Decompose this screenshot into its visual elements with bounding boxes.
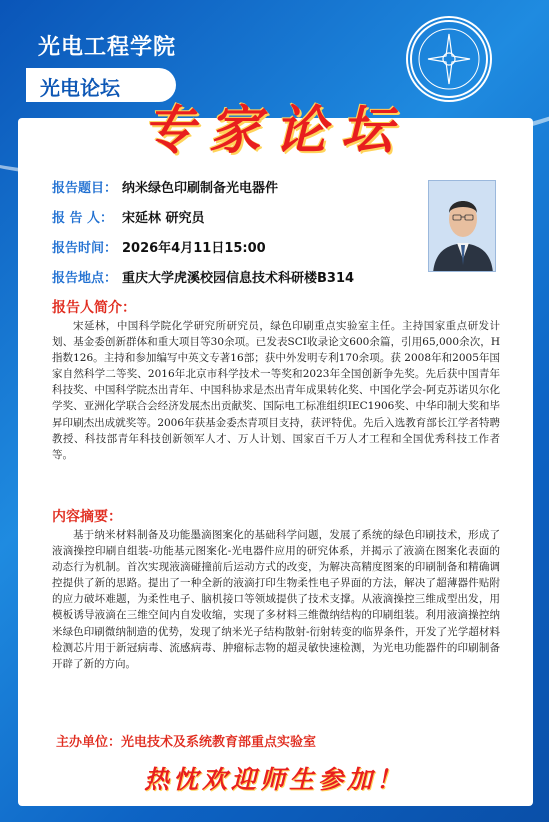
info-row-speaker xyxy=(52,208,412,238)
info-value: 宋延林 研究员 xyxy=(122,211,205,226)
info-row-location xyxy=(52,268,412,298)
welcome-banner: 热忱欢迎师生参加！ xyxy=(143,765,405,794)
info-row-topic xyxy=(52,178,412,208)
school-name: 光电工程学院 xyxy=(38,35,177,60)
abstract-text: 基于纳米材料制备及功能墨滴图案化的基础科学问题，发展了系统的绿色印刷技术，形成了液滴操控印刷自组装-功能基元图案化-光电器件应用的研究体系，并揭示了液滴在图案化表面的动态行为机制。首次实现液滴碰撞前后运动方式的改变，为解决高精度图案的印刷制备和精确调控提供了新的思路。提出了一种全新的液滴打印生物柔性电子界面的方法，解决了超薄器件贴附的应力破坏难题，为柔性电子、脑机接口等领域提供了技术支撑。从液滴操控三维成型出发，用模板诱导液滴在三维空间内自发收缩，实现了多材料三维微纳结构的印刷组装。利用液滴操控纳米绿色印刷微纳制造的优势，发现了纳米光子结构散射-衍射转变的临界条件，开发了光学超材料检测芯片用于新冠病毒、流感病毒、肿瘤标志物的超灵敏快速检测，为光电功能器件的印刷制备开辟了新的方向。 xyxy=(52,529,500,670)
info-key: 报告时间： xyxy=(52,241,118,256)
forum-label: 光电论坛 xyxy=(40,76,120,100)
info-key: 报告题目： xyxy=(52,181,118,196)
info-key: 报告地点： xyxy=(52,271,118,286)
info-value: 纳米绿色印刷制备光电器件 xyxy=(122,181,279,196)
bio-text: 宋延林，中国科学院化学研究所研究员，绿色印刷重点实验室主任。主持国家重点研发计划、基金委创新群体和重大项目等30余项。已发表SCI收录论文600余篇，引用65,000余次，H指数126。主持和参加编写中英文专著16部；获中外发明专利170余项。获 2008年和2005年国家自然科学二等奖、2016年北京市科学技术一等奖和2023年全国创新争先奖。先后获中国青年科技奖、中国科学院杰出青年、中国科协求是杰出青年成果转化奖、中国化学会-阿克苏诺贝尔化学奖、亚洲化学联合会经济发展杰出贡献奖、国际电工标准组织IEC1906奖、中华印制大奖和毕昇印刷杰出成就奖等。2006年获基金委杰青项目支持，获评特优。先后入选教育部长江学者特聘教授、科技部青年科技创新领军人才、万人计划、国家百千万人才工程和全国优秀科技工作者等。 xyxy=(52,320,500,461)
page-title: 专家论坛 xyxy=(142,100,407,161)
talk-info xyxy=(52,178,412,298)
bio-heading: 报告人简介： xyxy=(52,300,136,316)
host-organization: 主办单位：光电技术及系统教育部重点实验室 xyxy=(56,735,317,750)
info-key: 报 告 人： xyxy=(52,211,114,226)
portrait-icon xyxy=(429,181,496,272)
info-value: 重庆大学虎溪校园信息技术科研楼B314 xyxy=(122,271,355,286)
abstract-heading: 内容摘要： xyxy=(52,509,122,525)
info-value: 2026年4月11日15:00 xyxy=(122,241,266,256)
info-row-time xyxy=(52,238,412,268)
speaker-portrait-photo xyxy=(428,180,496,272)
